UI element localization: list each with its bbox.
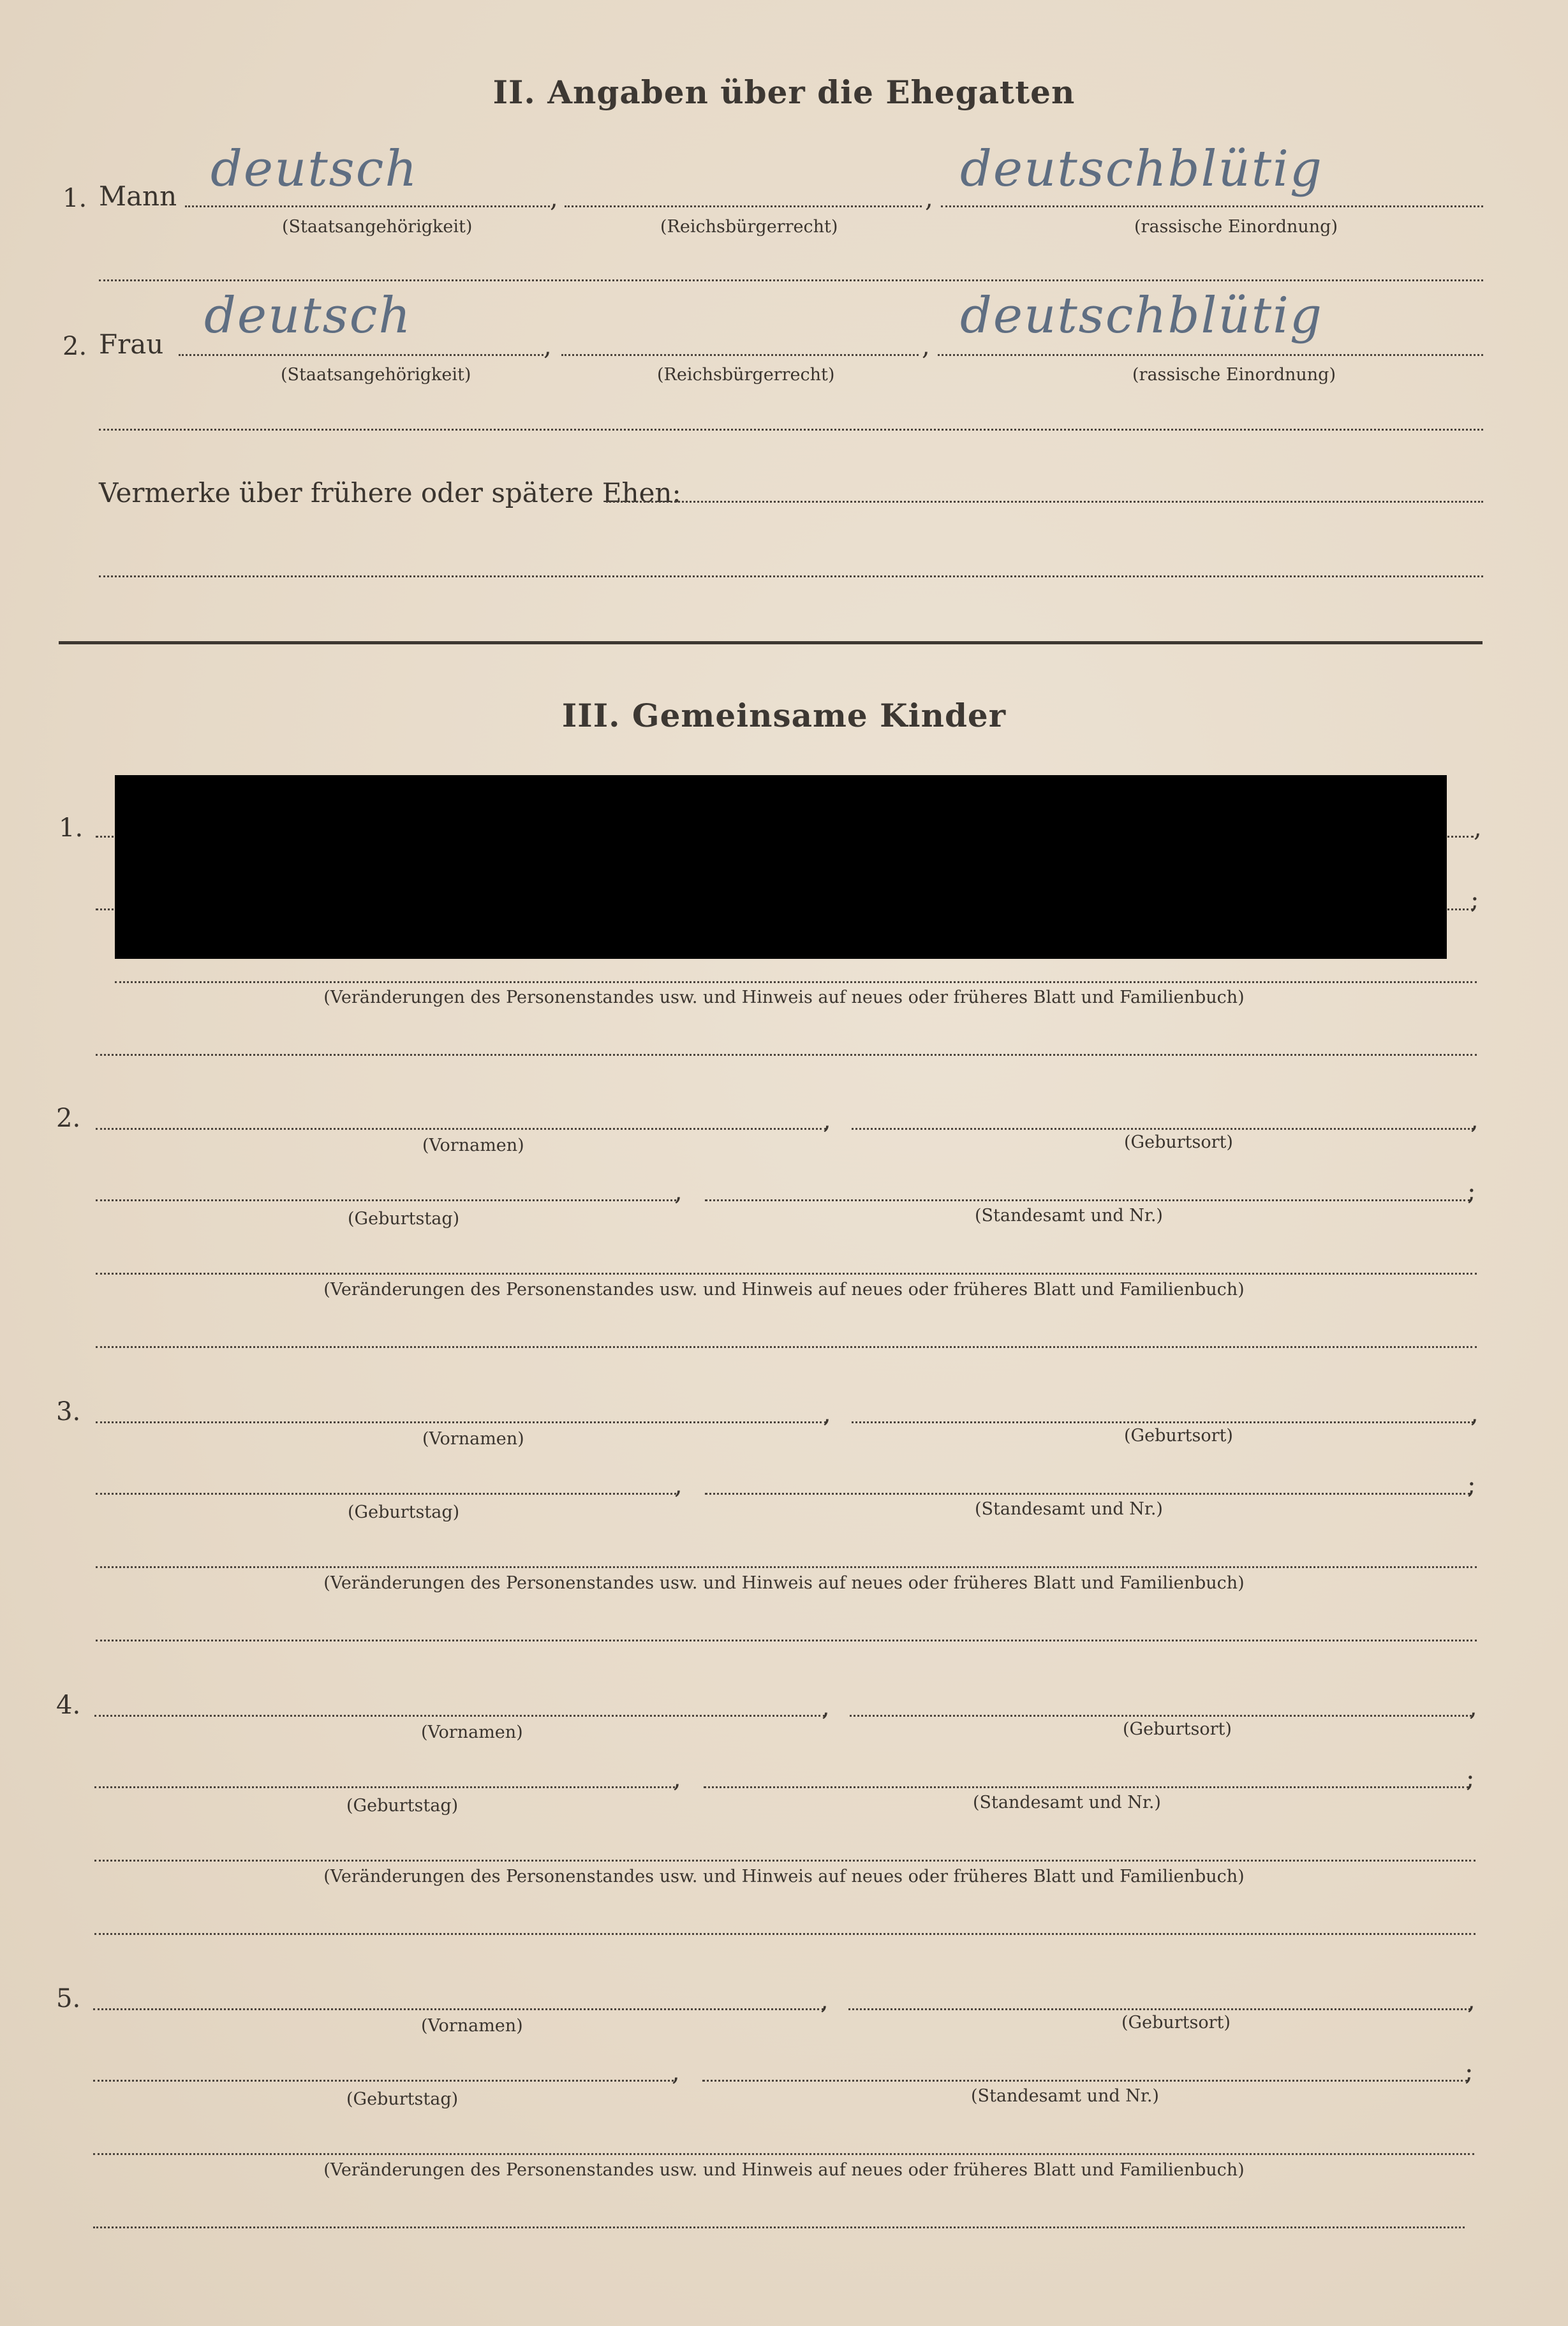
frau-staatsangehoerigkeit-line[interactable] [179,354,544,356]
kind-4-vornamen-caption: (Vornamen) [421,1722,523,1742]
kind-4-extra-line[interactable] [94,1933,1476,1935]
kind-4-number: 4. [56,1691,81,1720]
kind-5-geburtsort-caption: (Geburtsort) [1121,2013,1231,2033]
kind-3-vornamen-caption: (Vornamen) [422,1429,524,1449]
frau-rassische-einordnung-value: deutschblütig [960,287,1323,344]
frau-staatsangehoerigkeit-value: deutsch [204,287,412,344]
mann-rassische-einordnung-value: deutschblütig [960,140,1323,198]
mann-reichsbuergerrecht-line[interactable] [565,205,922,207]
kind-4-geburtsort-line[interactable] [850,1715,1472,1717]
mann-extra-line[interactable] [99,279,1483,281]
kind-3-standesamt-line[interactable] [705,1493,1470,1495]
kind-2-veraenderungen-caption: (Veränderungen des Personenstandes usw. und Hinweis auf neues oder früheres Blatt und Familienbuch) [323,1280,1245,1300]
frau-number: 2. [63,332,87,361]
kind-5-geburtsort-line[interactable] [848,2008,1470,2010]
frau-rassische-einordnung-caption: (rassische Einordnung) [1132,365,1336,385]
vermerke-line-1[interactable] [606,501,1483,503]
kind-5-vornamen-line[interactable] [93,2008,824,2010]
kind-2-vornamen-line[interactable] [96,1128,826,1130]
kind-3-extra-line[interactable] [96,1640,1477,1641]
kind-3-geburtstag-caption: (Geburtstag) [348,1502,460,1522]
kind-2-geburtstag-line[interactable] [96,1199,676,1201]
kind-3-number: 3. [56,1397,81,1426]
kind-2-extra-line[interactable] [96,1346,1477,1348]
mann-label: Mann [99,181,177,212]
kind-4-standesamt-line[interactable] [704,1786,1469,1788]
mann-rassische-einordnung-caption: (rassische Einordnung) [1134,217,1338,237]
kind-5-veraenderungen-caption: (Veränderungen des Personenstandes usw. und Hinweis auf neues oder früheres Blatt und Familienbuch) [323,2160,1245,2180]
kind-2-geburtstag-caption: (Geburtstag) [348,1209,460,1229]
kind-3-geburtsort-line[interactable] [852,1421,1474,1423]
kind-3-vornamen-line[interactable] [96,1421,826,1423]
frau-staatsangehoerigkeit-caption: (Staatsangehörigkeit) [281,365,471,385]
section-title-kinder: III. Gemeinsame Kinder [561,697,1007,734]
frau-label: Frau [99,329,164,360]
kind-4-vornamen-line[interactable] [94,1715,825,1717]
kind-1-line-3[interactable] [115,981,1477,983]
kind-1-number: 1. [59,813,84,843]
kind-3-veraenderungen-caption: (Veränderungen des Personenstandes usw. und Hinweis auf neues oder früheres Blatt und Familienbuch) [323,1573,1245,1593]
kind-3-geburtstag-line[interactable] [96,1493,676,1495]
section-separator [59,641,1483,644]
kind-4-standesamt-caption: (Standesamt und Nr.) [973,1793,1161,1812]
redaction-block [115,775,1447,959]
kind-3-geburtsort-caption: (Geburtsort) [1124,1426,1233,1446]
kind-2-standesamt-line[interactable] [705,1199,1470,1201]
mann-reichsbuergerrecht-caption: (Reichsbürgerrecht) [660,217,838,237]
kind-5-extra-line[interactable] [93,2226,1465,2228]
kind-3-standesamt-caption: (Standesamt und Nr.) [975,1499,1163,1519]
mann-staatsangehoerigkeit-value: deutsch [211,140,418,198]
kind-2-geburtsort-line[interactable] [852,1128,1474,1130]
kind-3-veraenderungen-line[interactable] [96,1566,1477,1568]
kind-5-geburtstag-caption: (Geburtstag) [346,2089,459,2109]
kind-5-vornamen-caption: (Vornamen) [421,2016,523,2036]
mann-staatsangehoerigkeit-caption: (Staatsangehörigkeit) [282,217,473,237]
kind-2-veraenderungen-line[interactable] [96,1273,1477,1275]
kind-5-number: 5. [56,1984,81,2013]
mann-staatsangehoerigkeit-line[interactable] [185,205,550,207]
vermerke-line-2[interactable] [99,575,1483,577]
kind-5-geburtstag-line[interactable] [93,2080,674,2082]
frau-reichsbuergerrecht-caption: (Reichsbürgerrecht) [657,365,835,385]
document-page: II. Angaben über die Ehegatten 1. Mann , , deutsch deutschblütig (Staatsangehörigkeit) (Reichsbürgerrecht) (rassische Einordnung) 2. Frau , , deutsch deutschblütig (Staatsangehörigkeit) (Reichsbürgerrecht) (rassische Einordnung) Vermerke über frühere oder spätere Ehen: III. Gemeinsame Kinder 1. , ; (Veränderungen des Personenstandes usw. und Hinweis auf neues oder früheres Blatt und Familienbuch) 2. , , (Vornamen) (Geburtsort) , ; (Geburtstag) (Standesamt und Nr.) (Veränderungen des Personenstandes usw. und Hinweis auf neues oder früheres Blatt und Familienbuch) 3. , , (Vornamen) (Geburtsort) , ; (Geburtstag) (Standesamt und Nr.) (Veränderungen des Personenstandes usw. und Hinweis auf neues oder früheres Blatt und Familienbuch) 4. , , (Vornamen) (Geburtsort) , ; (Geburtstag) (Standesamt und Nr.) (Veränderungen des Personenstandes usw. und Hinweis auf neues oder früheres Blatt und Familienbuch) 5. , , (Vornamen) (Geburtsort) , ; (Geburtstag) (Standesamt und Nr.) (Veränderungen des Personenstandes usw. und Hinweis auf neues oder früheres Blatt und Familienbuch) [0,0,1568,2326]
kind-4-geburtsort-caption: (Geburtsort) [1123,1719,1232,1739]
kind-2-vornamen-caption: (Vornamen) [422,1136,524,1155]
kind-5-standesamt-caption: (Standesamt und Nr.) [971,2086,1159,2106]
kind-4-veraenderungen-line[interactable] [94,1860,1476,1862]
kind-4-geburtstag-caption: (Geburtstag) [346,1796,459,1816]
frau-reichsbuergerrecht-line[interactable] [561,354,919,356]
kind-2-geburtsort-caption: (Geburtsort) [1124,1132,1233,1152]
mann-rassische-einordnung-line[interactable] [941,205,1483,207]
kind-1-line-4[interactable] [96,1054,1477,1056]
kind-1-veraenderungen-caption: (Veränderungen des Personenstandes usw. und Hinweis auf neues oder früheres Blatt und Familienbuch) [323,988,1245,1007]
kind-2-standesamt-caption: (Standesamt und Nr.) [975,1206,1163,1226]
frau-extra-line[interactable] [99,429,1483,431]
kind-2-number: 2. [56,1104,81,1133]
kind-4-geburtstag-line[interactable] [94,1786,675,1788]
kind-5-standesamt-line[interactable] [702,2080,1468,2082]
kind-5-veraenderungen-line[interactable] [93,2153,1474,2155]
mann-number: 1. [63,184,87,213]
kind-4-veraenderungen-caption: (Veränderungen des Personenstandes usw. und Hinweis auf neues oder früheres Blatt und Familienbuch) [323,1867,1245,1886]
section-title-ehegatten: II. Angaben über die Ehegatten [492,73,1076,111]
vermerke-label: Vermerke über frühere oder spätere Ehen: [99,477,681,508]
frau-rassische-einordnung-line[interactable] [938,354,1483,356]
